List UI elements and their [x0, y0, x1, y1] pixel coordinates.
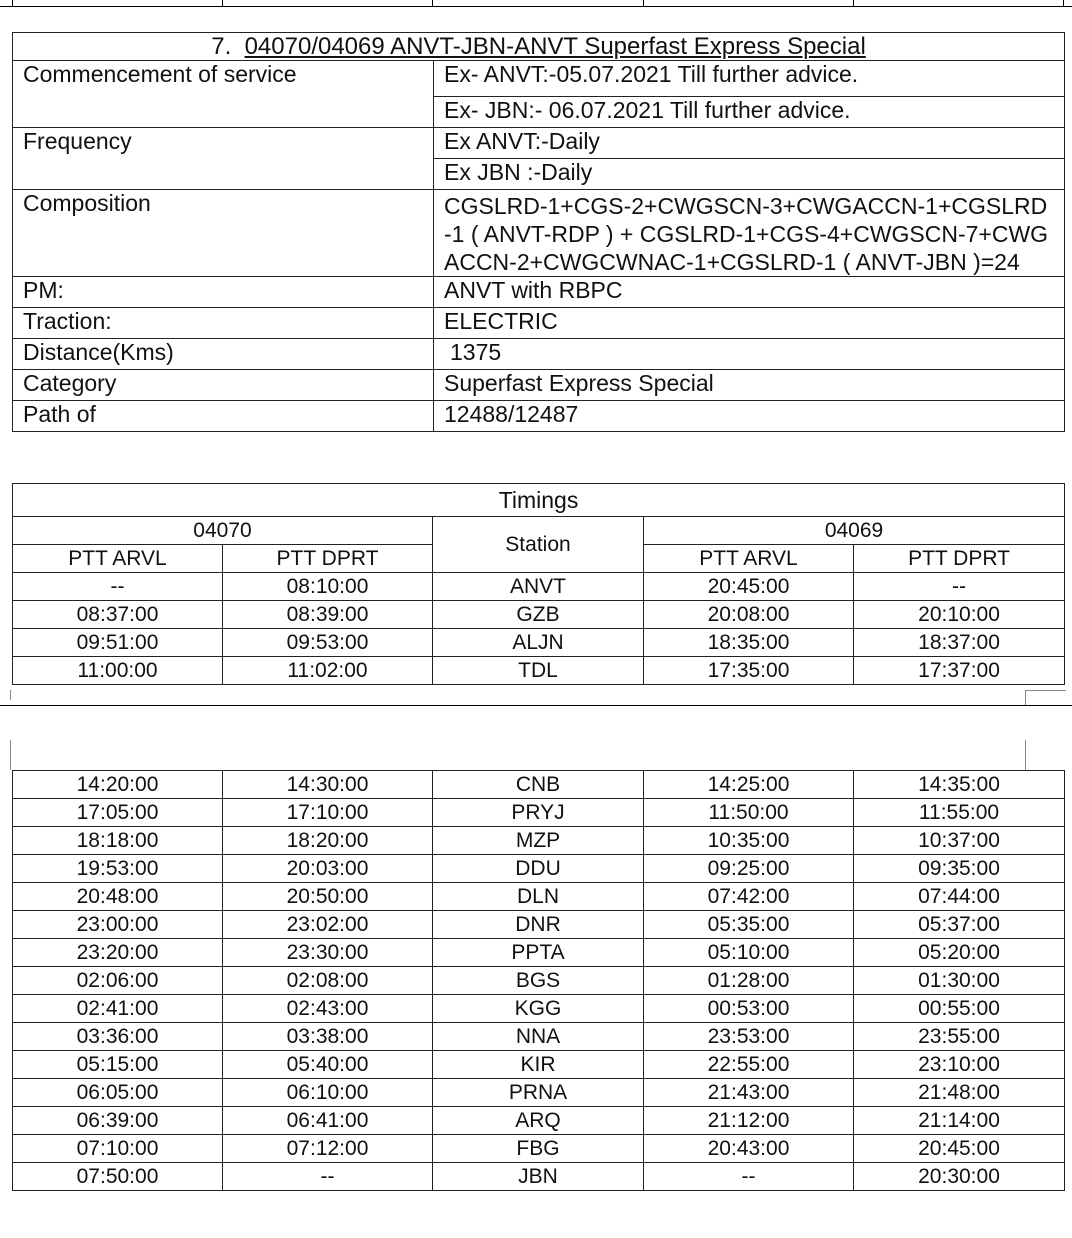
station-cell: PPTA	[433, 939, 644, 967]
arvl-04069-cell: 05:35:00	[644, 911, 854, 939]
arvl-04069-cell: 09:25:00	[644, 855, 854, 883]
dprt-header: PTT DPRT	[854, 545, 1065, 573]
arvl-04070-cell: 18:18:00	[13, 827, 223, 855]
station-cell: DLN	[433, 883, 644, 911]
arvl-04070-cell: 05:15:00	[13, 1051, 223, 1079]
arvl-04069-cell: 00:53:00	[644, 995, 854, 1023]
arvl-04069-cell: 17:35:00	[644, 657, 854, 685]
arvl-04069-cell: 07:42:00	[644, 883, 854, 911]
commencement-anvt: Ex- ANVT:-05.07.2021 Till further advice.	[434, 61, 1065, 97]
schedule-row	[13, 657, 1065, 685]
arvl-04069-cell: 18:35:00	[644, 629, 854, 657]
dprt-04070-cell: 09:53:00	[223, 629, 433, 657]
arvl-04069-cell: 01:28:00	[644, 967, 854, 995]
dprt-04070-cell: 07:12:00	[223, 1135, 433, 1163]
arvl-04069-cell: 05:10:00	[644, 939, 854, 967]
schedule-row	[13, 967, 1065, 995]
dprt-04070-cell: 18:20:00	[223, 827, 433, 855]
arvl-04070-cell: 23:00:00	[13, 911, 223, 939]
arvl-04069-cell: 20:45:00	[644, 573, 854, 601]
arvl-04070-cell: 02:06:00	[13, 967, 223, 995]
train-04070-header: 04070	[13, 517, 433, 545]
pm-value: ANVT with RBPC	[434, 277, 1065, 308]
arvl-04070-cell: 09:51:00	[13, 629, 223, 657]
arvl-04070-cell: 19:53:00	[13, 855, 223, 883]
station-cell: KGG	[433, 995, 644, 1023]
traction-label: Traction:	[13, 308, 434, 339]
station-cell: ALJN	[433, 629, 644, 657]
dprt-04069-cell: 18:37:00	[854, 629, 1065, 657]
schedule-row	[13, 771, 1065, 799]
dprt-04069-cell: 05:20:00	[854, 939, 1065, 967]
station-header: Station	[433, 517, 644, 573]
station-cell: ANVT	[433, 573, 644, 601]
station-cell: NNA	[433, 1023, 644, 1051]
frequency-label: Frequency	[13, 128, 434, 190]
timings-table-page1	[12, 483, 1065, 685]
train-title: 04070/04069 ANVT-JBN-ANVT Superfast Express Special	[244, 33, 866, 60]
timings-table-page2	[12, 770, 1065, 1191]
schedule-row	[13, 1051, 1065, 1079]
station-cell: GZB	[433, 601, 644, 629]
station-cell: TDL	[433, 657, 644, 685]
arvl-04070-cell: 17:05:00	[13, 799, 223, 827]
dprt-04069-cell: 05:37:00	[854, 911, 1065, 939]
station-cell: FBG	[433, 1135, 644, 1163]
dprt-04069-cell: 11:55:00	[854, 799, 1065, 827]
dprt-04070-cell: 20:50:00	[223, 883, 433, 911]
traction-value: ELECTRIC	[434, 308, 1065, 339]
station-cell: MZP	[433, 827, 644, 855]
station-cell: ARQ	[433, 1107, 644, 1135]
schedule-row	[13, 827, 1065, 855]
arvl-04070-cell: 07:50:00	[13, 1163, 223, 1191]
dprt-04070-cell: 11:02:00	[223, 657, 433, 685]
arvl-04070-cell: 06:39:00	[13, 1107, 223, 1135]
previous-table-bottom	[0, 0, 1072, 7]
category-value: Superfast Express Special	[434, 370, 1065, 401]
schedule-row	[13, 1023, 1065, 1051]
pm-label: PM:	[13, 277, 434, 308]
schedule-row	[13, 995, 1065, 1023]
path-value: 12488/12487	[434, 401, 1065, 432]
train-04069-header: 04069	[644, 517, 1065, 545]
arvl-04070-cell: 11:00:00	[13, 657, 223, 685]
arvl-04069-cell: 10:35:00	[644, 827, 854, 855]
composition-label: Composition	[13, 190, 434, 277]
category-label: Category	[13, 370, 434, 401]
station-cell: JBN	[433, 1163, 644, 1191]
dprt-04069-cell: 20:30:00	[854, 1163, 1065, 1191]
frequency-jbn: Ex JBN :-Daily	[434, 159, 1065, 190]
arvl-04069-cell: 14:25:00	[644, 771, 854, 799]
dprt-04070-cell: 02:08:00	[223, 967, 433, 995]
arvl-04070-cell: --	[13, 573, 223, 601]
arvl-04069-cell: --	[644, 1163, 854, 1191]
dprt-04070-cell: 08:39:00	[223, 601, 433, 629]
section-number: 7.	[211, 33, 232, 60]
dprt-04069-cell: 01:30:00	[854, 967, 1065, 995]
station-cell: PRNA	[433, 1079, 644, 1107]
commencement-jbn: Ex- JBN:- 06.07.2021 Till further advice.	[434, 97, 1065, 128]
station-cell: CNB	[433, 771, 644, 799]
page-break	[0, 705, 1072, 706]
dprt-04069-cell: 23:10:00	[854, 1051, 1065, 1079]
dprt-04070-cell: 05:40:00	[223, 1051, 433, 1079]
dprt-04069-cell: 14:35:00	[854, 771, 1065, 799]
dprt-04070-cell: 06:10:00	[223, 1079, 433, 1107]
station-cell: DNR	[433, 911, 644, 939]
arvl-04070-cell: 23:20:00	[13, 939, 223, 967]
arvl-04069-cell: 22:55:00	[644, 1051, 854, 1079]
arvl-04069-cell: 21:43:00	[644, 1079, 854, 1107]
arvl-04070-cell: 14:20:00	[13, 771, 223, 799]
arvl-04070-cell: 20:48:00	[13, 883, 223, 911]
schedule-row	[13, 1079, 1065, 1107]
dprt-04069-cell: 23:55:00	[854, 1023, 1065, 1051]
dprt-04070-cell: 14:30:00	[223, 771, 433, 799]
dprt-04070-cell: 17:10:00	[223, 799, 433, 827]
station-cell: BGS	[433, 967, 644, 995]
path-label: Path of	[13, 401, 434, 432]
schedule-row	[13, 629, 1065, 657]
dprt-04070-cell: 03:38:00	[223, 1023, 433, 1051]
section-title	[13, 33, 1065, 61]
arvl-header: PTT ARVL	[644, 545, 854, 573]
station-cell: DDU	[433, 855, 644, 883]
schedule-row	[13, 1107, 1065, 1135]
dprt-04070-cell: 08:10:00	[223, 573, 433, 601]
dprt-04070-cell: 20:03:00	[223, 855, 433, 883]
dprt-04069-cell: 00:55:00	[854, 995, 1065, 1023]
dprt-04070-cell: 02:43:00	[223, 995, 433, 1023]
arvl-header: PTT ARVL	[13, 545, 223, 573]
arvl-04070-cell: 08:37:00	[13, 601, 223, 629]
dprt-04069-cell: 20:10:00	[854, 601, 1065, 629]
dprt-04069-cell: 21:14:00	[854, 1107, 1065, 1135]
schedule-row	[13, 939, 1065, 967]
dprt-04069-cell: 07:44:00	[854, 883, 1065, 911]
dprt-04069-cell: 20:45:00	[854, 1135, 1065, 1163]
dprt-04069-cell: 17:37:00	[854, 657, 1065, 685]
dprt-04070-cell: 23:30:00	[223, 939, 433, 967]
dprt-header: PTT DPRT	[223, 545, 433, 573]
dprt-04069-cell: 10:37:00	[854, 827, 1065, 855]
composition-value: CGSLRD-1+CGS-2+CWGSCN-3+CWGACCN-1+CGSLRD-1 ( ANVT-RDP ) + CGSLRD-1+CGS-4+CWGSCN-7+CWGACCN-2+CWGCWNAC-1+CGSLRD-1 ( ANVT-JBN )=24	[434, 190, 1065, 277]
station-cell: PRYJ	[433, 799, 644, 827]
arvl-04069-cell: 20:43:00	[644, 1135, 854, 1163]
dprt-04069-cell: --	[854, 573, 1065, 601]
arvl-04069-cell: 11:50:00	[644, 799, 854, 827]
distance-label: Distance(Kms)	[13, 339, 434, 370]
frequency-anvt: Ex ANVT:-Daily	[434, 128, 1065, 159]
schedule-row	[13, 1135, 1065, 1163]
schedule-row	[13, 855, 1065, 883]
arvl-04070-cell: 02:41:00	[13, 995, 223, 1023]
arvl-04070-cell: 06:05:00	[13, 1079, 223, 1107]
dprt-04069-cell: 09:35:00	[854, 855, 1065, 883]
dprt-04070-cell: 23:02:00	[223, 911, 433, 939]
dprt-04070-cell: 06:41:00	[223, 1107, 433, 1135]
arvl-04069-cell: 23:53:00	[644, 1023, 854, 1051]
schedule-row	[13, 799, 1065, 827]
train-details-table	[12, 32, 1065, 432]
station-cell: KIR	[433, 1051, 644, 1079]
schedule-row	[13, 1163, 1065, 1191]
arvl-04069-cell: 20:08:00	[644, 601, 854, 629]
schedule-row	[13, 601, 1065, 629]
arvl-04070-cell: 07:10:00	[13, 1135, 223, 1163]
timings-heading: Timings	[13, 484, 1065, 517]
arvl-04069-cell: 21:12:00	[644, 1107, 854, 1135]
distance-value: 1375	[434, 339, 1065, 370]
schedule-row	[13, 573, 1065, 601]
dprt-04070-cell: --	[223, 1163, 433, 1191]
schedule-row	[13, 883, 1065, 911]
dprt-04069-cell: 21:48:00	[854, 1079, 1065, 1107]
commencement-label: Commencement of service	[13, 61, 434, 128]
schedule-row	[13, 911, 1065, 939]
arvl-04070-cell: 03:36:00	[13, 1023, 223, 1051]
